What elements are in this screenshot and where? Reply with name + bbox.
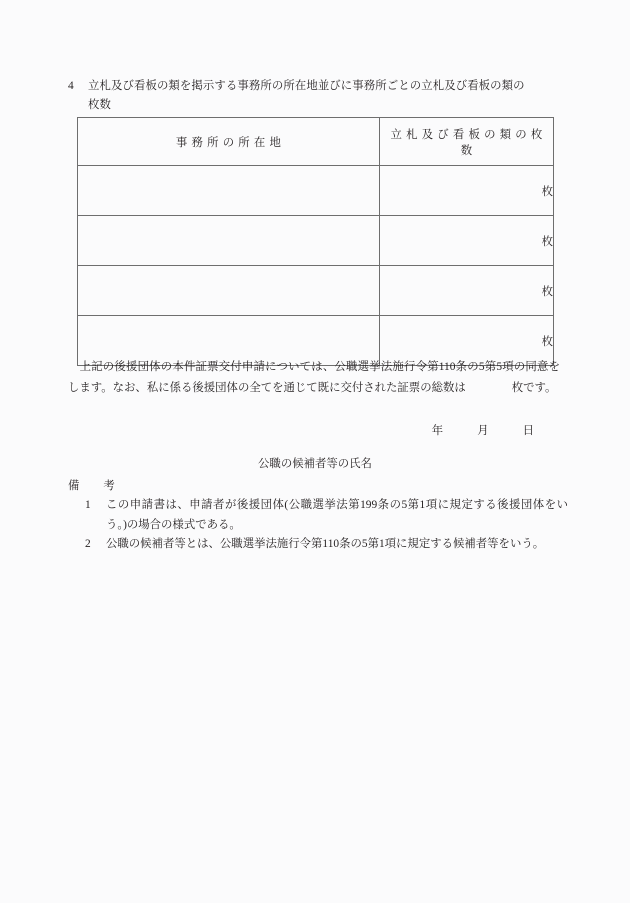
note-number: 2 [85, 537, 91, 550]
notes-title-char-1: 備 [68, 480, 80, 492]
address-cell[interactable] [78, 166, 380, 216]
consent-text-part1: 上記の後援団体の本件証票交付申請については、公職選挙法施行令第110条の5第5項の同意をします。なお、私に係る後援団体の全てを通じて既に交付された証票の総数は [68, 361, 560, 394]
table-header-row [78, 118, 554, 166]
section-heading-line1: 立札及び看板の類を掲示する事務所の所在地並びに事務所ごとの立札及び看板の類の [88, 80, 525, 92]
count-unit-label: 枚 [541, 285, 553, 298]
table-row [78, 166, 554, 216]
table-row [78, 216, 554, 266]
count-unit-label: 枚 [541, 235, 553, 248]
address-cell[interactable] [78, 266, 380, 316]
consent-paragraph [68, 357, 560, 399]
section-number: 4 [68, 80, 74, 92]
column-header-count [380, 118, 554, 166]
date-day-label[interactable]: 日 [522, 425, 534, 437]
note-text: 公職の候補者等とは、公職選挙法施行令第110条の5第1項に規定する候補者等をいう。 [106, 537, 545, 550]
count-cell[interactable] [380, 166, 554, 216]
table-header [78, 118, 554, 166]
date-month-label[interactable]: 月 [477, 425, 489, 437]
note-item [68, 496, 568, 535]
address-cell[interactable] [78, 216, 380, 266]
column-header-address-label: 事務所の所在地 [175, 136, 286, 149]
notes-section [68, 477, 568, 554]
date-year-label[interactable]: 年 [431, 425, 444, 437]
notes-title-char-2: 考 [103, 480, 115, 492]
note-text: この申請書は、申請者が後援団体(公職選挙法第199条の5第1項に規定する後援団体をいう。)の場合の様式である。 [106, 499, 568, 531]
table-body [78, 166, 554, 366]
date-line [68, 422, 560, 438]
count-cell[interactable] [380, 266, 554, 316]
count-unit-label: 枚 [541, 335, 553, 348]
note-number: 1 [85, 499, 91, 512]
note-item [68, 535, 568, 554]
notes-title [68, 477, 568, 496]
office-signboard-table [77, 117, 554, 366]
count-unit-label: 枚 [541, 185, 553, 198]
table-row [78, 266, 554, 316]
section-heading-line2: 枚数 [88, 99, 111, 111]
count-cell[interactable] [380, 216, 554, 266]
section-heading [68, 77, 560, 115]
column-header-count-label: 立札及び看板の類の枚数 [390, 128, 547, 157]
column-header-address [78, 118, 380, 166]
consent-text-part2: 枚です。 [511, 381, 557, 394]
candidate-name-heading: 公職の候補者等の氏名 [258, 458, 372, 470]
